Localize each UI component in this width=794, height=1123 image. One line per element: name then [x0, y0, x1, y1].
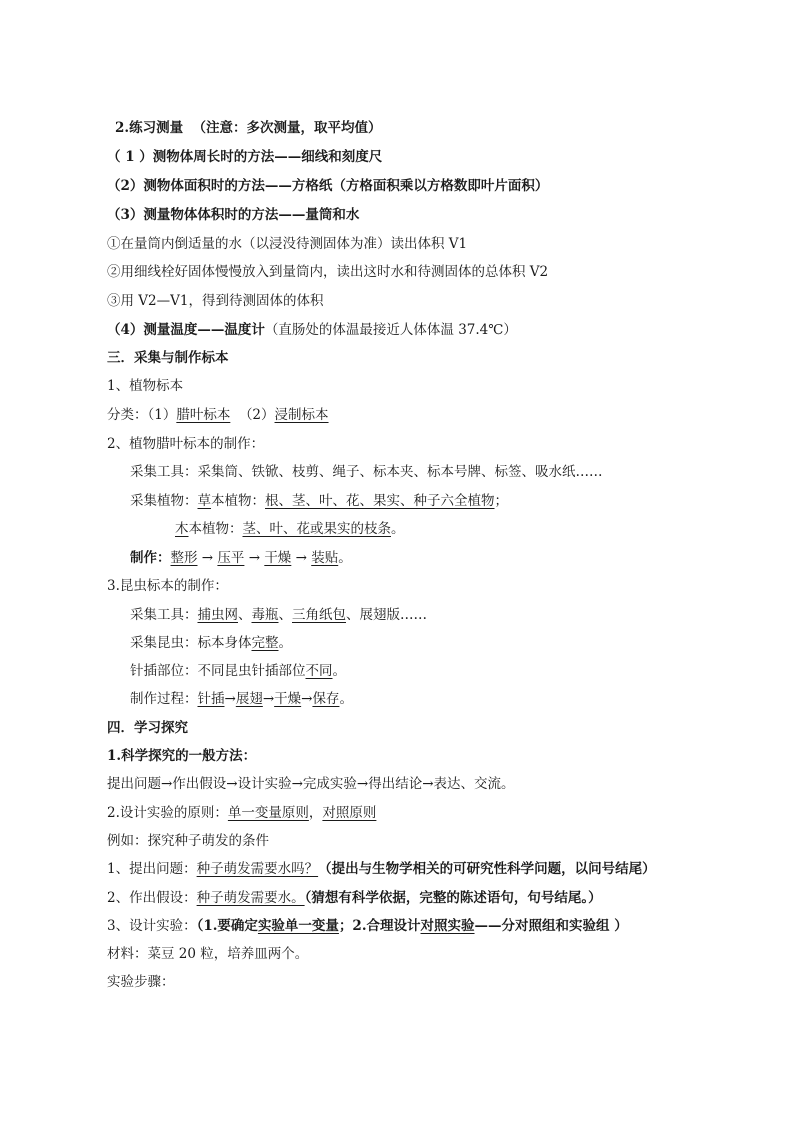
example-title: 例如：探究种子萌发的条件	[107, 833, 269, 849]
inquiry-heading: 四．学习探究	[107, 720, 188, 736]
measure-section-title: 2.练习测量 （注意：多次测量，取平均值）	[115, 120, 382, 136]
specimen-heading: 三．采集与制作标本	[107, 350, 229, 366]
herbarium-title: 2、植物腊叶标本的制作：	[107, 436, 265, 452]
method-steps: 提出问题→作出假设→设计实验→完成实验→得出结论→表达、交流。	[107, 776, 515, 792]
ask-question: 1、提出问题：种子萌发需要水吗？（提出与生物学相关的可研究性科学问题，以问号结尾）	[107, 861, 656, 877]
insect-collect: 采集昆虫：标本身体完整。	[130, 635, 292, 651]
experiment-steps: 实验步骤：	[107, 974, 175, 990]
perimeter-method: （ 1 ）测物体周长时的方法——细线和刻度尺	[107, 149, 383, 165]
volume-step-1: ①在量筒内倒适量的水（以浸没待测固体为准）读出体积 V1	[107, 236, 468, 252]
measure-note: （注意：多次测量，取平均值）	[192, 120, 382, 136]
volume-step-2: ②用细线栓好固体慢慢放入到量筒内，读出这时水和待测固体的总体积 V2	[107, 264, 549, 280]
area-method: （2）测物体面积时的方法——方格纸（方格面积乘以方格数即叶片面积）	[107, 178, 549, 194]
volume-step-3: ③用 V2—V1，得到待测固体的体积	[107, 293, 324, 309]
collection-tools: 采集工具：采集筒、铁锨、枝剪、绳子、标本夹、标本号牌、标签、吸水纸……	[130, 464, 603, 480]
plant-specimen-title: 1、植物标本	[107, 378, 184, 394]
volume-method: （3）测量物体体积时的方法——量筒和水	[107, 207, 360, 223]
design-experiment: 3、设计实验：（1.要确定实验单一变量；2.合理设计对照实验——分对照组和实验组 ）	[107, 918, 628, 934]
hypothesis: 2、作出假设：种子萌发需要水。（猜想有科学依据，完整的陈述语句，句号结尾。）	[107, 890, 602, 906]
herbaceous-plants: 采集植物：草本植物：根、茎、叶、花、果实、种子六全植物；	[130, 493, 508, 509]
insect-specimen-title: 3.昆虫标本的制作：	[107, 578, 228, 594]
materials: 材料：菜豆 20 粒，培养皿两个。	[107, 946, 309, 962]
woody-plants: 木本植物：茎、叶、花或果实的枝条。	[175, 521, 405, 537]
pin-position: 针插部位：不同昆虫针插部位不同。	[130, 663, 346, 679]
insect-tools: 采集工具：捕虫网、毒瓶、三角纸包、展翅版……	[130, 607, 427, 623]
design-principles: 2.设计实验的原则：单一变量原则，对照原则	[107, 805, 377, 821]
herbarium-process: 制作：整形 → 压平 → 干燥 → 装贴。	[130, 550, 352, 566]
temperature-method: （4）测量温度——温度计（直肠处的体温最接近人体体温 37.4℃）	[107, 322, 517, 338]
insect-process: 制作过程：针插→展翅→干燥→保存。	[130, 691, 353, 707]
specimen-classification: 分类：（1）腊叶标本 （2）浸制标本	[107, 407, 329, 423]
method-title: 1.科学探究的一般方法：	[107, 748, 257, 764]
